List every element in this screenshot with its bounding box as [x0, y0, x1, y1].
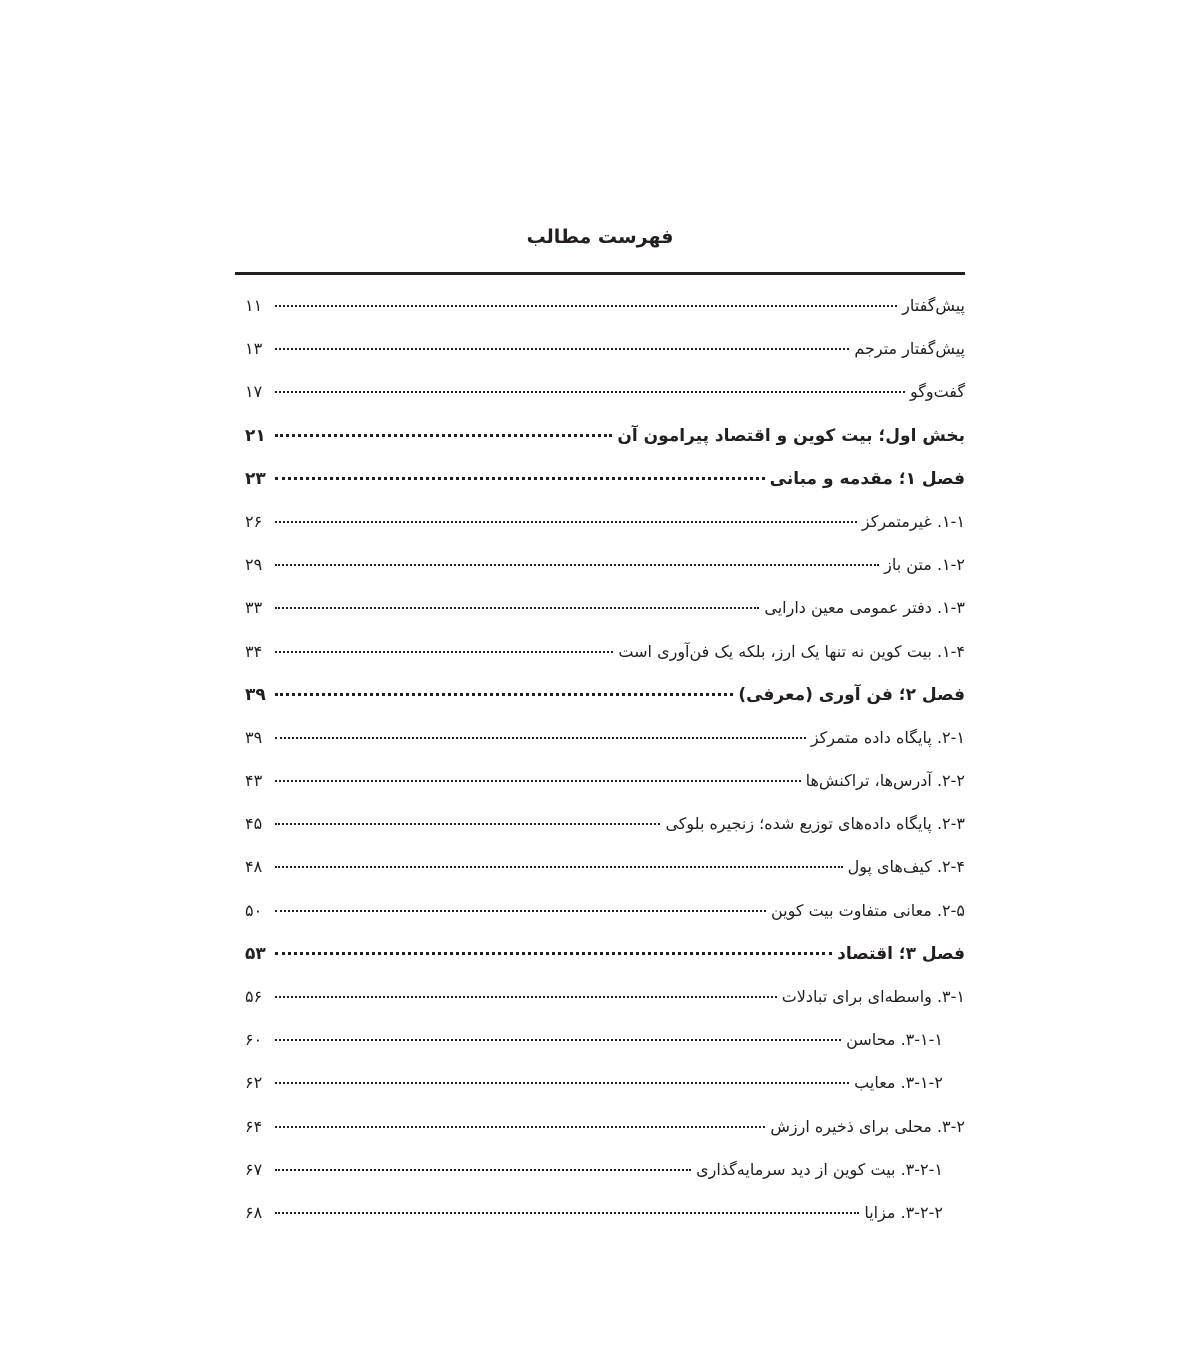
toc-entry-label: پیش‌گفتار مترجم: [854, 339, 965, 359]
toc-dot-leader: [275, 1169, 691, 1171]
toc-dot-leader: [275, 823, 660, 825]
toc-dot-leader: [275, 1126, 765, 1128]
page-title: فهرست مطالب: [526, 226, 674, 248]
toc-entry-page-number: ۴۸: [245, 857, 263, 877]
toc-dot-leader: [275, 866, 843, 868]
toc-entry: [245, 296, 965, 339]
toc-entry: [245, 857, 965, 900]
toc-entry-label: ۲-۳. پایگاه داده‌های توزیع شده؛ زنجیره بلوکی: [665, 814, 965, 834]
toc-dot-leader: [275, 477, 765, 480]
toc-entry: [245, 728, 965, 771]
toc-dot-leader: [275, 391, 905, 393]
toc-entry: [245, 1117, 965, 1160]
toc-entry-page-number: ۳۹: [245, 684, 266, 705]
toc-entry-page-number: ۵۳: [245, 943, 266, 964]
toc-entry-label: ۱-۴. بیت کوین نه تنها یک ارز، بلکه یک فن‌آوری است: [618, 641, 965, 661]
toc-entry: [245, 987, 965, 1030]
toc-entry-page-number: ۵۶: [245, 987, 263, 1006]
toc-entry: [245, 901, 965, 944]
toc-entry-label: ۳-۲. محلی برای ذخیره ارزش: [770, 1116, 965, 1136]
toc-entry-label: ۳-۱-۲. معایب: [854, 1073, 943, 1093]
toc-entry-page-number: ۳۹: [245, 727, 263, 747]
toc-entry-page-number: ۱۱: [245, 296, 263, 315]
toc-entry: [245, 339, 965, 382]
toc-entry-page-number: ۴۵: [245, 814, 263, 834]
toc-dot-leader: [275, 952, 832, 955]
toc-entry: [245, 642, 965, 685]
toc-dot-leader: [275, 996, 777, 998]
toc-entry-page-number: ۶۲: [245, 1073, 263, 1093]
toc-entry-page-number: ۳۳: [245, 598, 263, 618]
toc-entry-label: ۱-۱. غیرمتمرکز: [861, 511, 965, 531]
table-of-contents: [245, 296, 965, 1246]
toc-entry-label: ۲-۱. پایگاه داده متمرکز: [810, 727, 965, 747]
toc-dot-leader: [275, 737, 806, 739]
toc-entry-label: ۳-۲-۲. مزایا: [864, 1202, 943, 1222]
toc-entry-page-number: ۲۶: [245, 511, 263, 531]
toc-dot-leader: [275, 348, 849, 350]
toc-entry-label: ۲-۵. معانی متفاوت بیت کوین: [770, 900, 965, 920]
toc-dot-leader: [275, 521, 857, 523]
toc-entry-label: ۱-۳. دفتر عمومی معین دارایی: [764, 598, 965, 618]
toc-entry: [245, 685, 965, 728]
toc-dot-leader: [275, 780, 801, 782]
toc-entry: [245, 1160, 965, 1203]
toc-entry-page-number: ۶۷: [245, 1159, 263, 1179]
toc-entry-page-number: ۱۷: [245, 382, 263, 402]
toc-entry: [245, 1030, 965, 1073]
toc-entry: [245, 598, 965, 641]
toc-entry-label: فصل ۳؛ اقتصاد: [837, 943, 965, 964]
toc-entry: [245, 555, 965, 598]
toc-entry: [245, 1073, 965, 1116]
toc-dot-leader: [275, 305, 897, 307]
toc-entry-page-number: ۴۳: [245, 771, 263, 791]
toc-entry: [245, 469, 965, 512]
toc-entry-page-number: ۲۳: [245, 468, 266, 489]
toc-entry-label: گفت‌وگو: [909, 382, 965, 402]
toc-dot-leader: [275, 434, 612, 437]
toc-entry: [245, 382, 965, 425]
toc-entry-page-number: ۳۴: [245, 641, 263, 661]
toc-entry-page-number: ۲۱: [245, 425, 266, 446]
toc-entry: [245, 814, 965, 857]
toc-dot-leader: [275, 1039, 841, 1041]
toc-entry: [245, 944, 965, 987]
toc-entry-page-number: ۵۰: [245, 900, 263, 920]
toc-entry-label: بخش اول؛ بیت کوین و اقتصاد پیرامون آن: [617, 425, 965, 446]
toc-dot-leader: [275, 564, 879, 566]
toc-dot-leader: [275, 607, 759, 609]
toc-entry-label: پیش‌گفتار: [902, 296, 965, 315]
toc-entry: [245, 426, 965, 469]
toc-dot-leader: [275, 1212, 859, 1214]
toc-entry-page-number: ۱۳: [245, 339, 263, 359]
toc-entry-label: فصل ۱؛ مقدمه و مبانی: [769, 468, 965, 489]
toc-entry-page-number: ۶۸: [245, 1202, 263, 1222]
toc-entry-label: ۱-۲. متن باز: [884, 555, 965, 575]
toc-entry-page-number: ۶۰: [245, 1030, 263, 1050]
toc-entry-label: فصل ۲؛ فن آوری (معرفی): [738, 684, 965, 705]
toc-entry-label: ۳-۱. واسطه‌ای برای تبادلات: [781, 987, 965, 1006]
toc-dot-leader: [275, 693, 733, 696]
toc-entry-label: ۳-۱-۱. محاسن: [846, 1030, 943, 1050]
toc-dot-leader: [275, 651, 613, 653]
toc-entry: [245, 1203, 965, 1246]
toc-entry-label: ۳-۲-۱. بیت کوین از دید سرمایه‌گذاری: [696, 1159, 943, 1179]
toc-entry-page-number: ۲۹: [245, 555, 263, 575]
toc-entry-page-number: ۶۴: [245, 1116, 263, 1136]
title-divider: [235, 272, 965, 275]
toc-entry: [245, 512, 965, 555]
toc-dot-leader: [275, 1082, 849, 1084]
toc-entry-label: ۲-۴. کیف‌های پول: [847, 857, 965, 877]
toc-entry: [245, 771, 965, 814]
toc-entry-label: ۲-۲. آدرس‌ها، تراکنش‌ها: [805, 771, 965, 791]
toc-dot-leader: [275, 910, 766, 912]
